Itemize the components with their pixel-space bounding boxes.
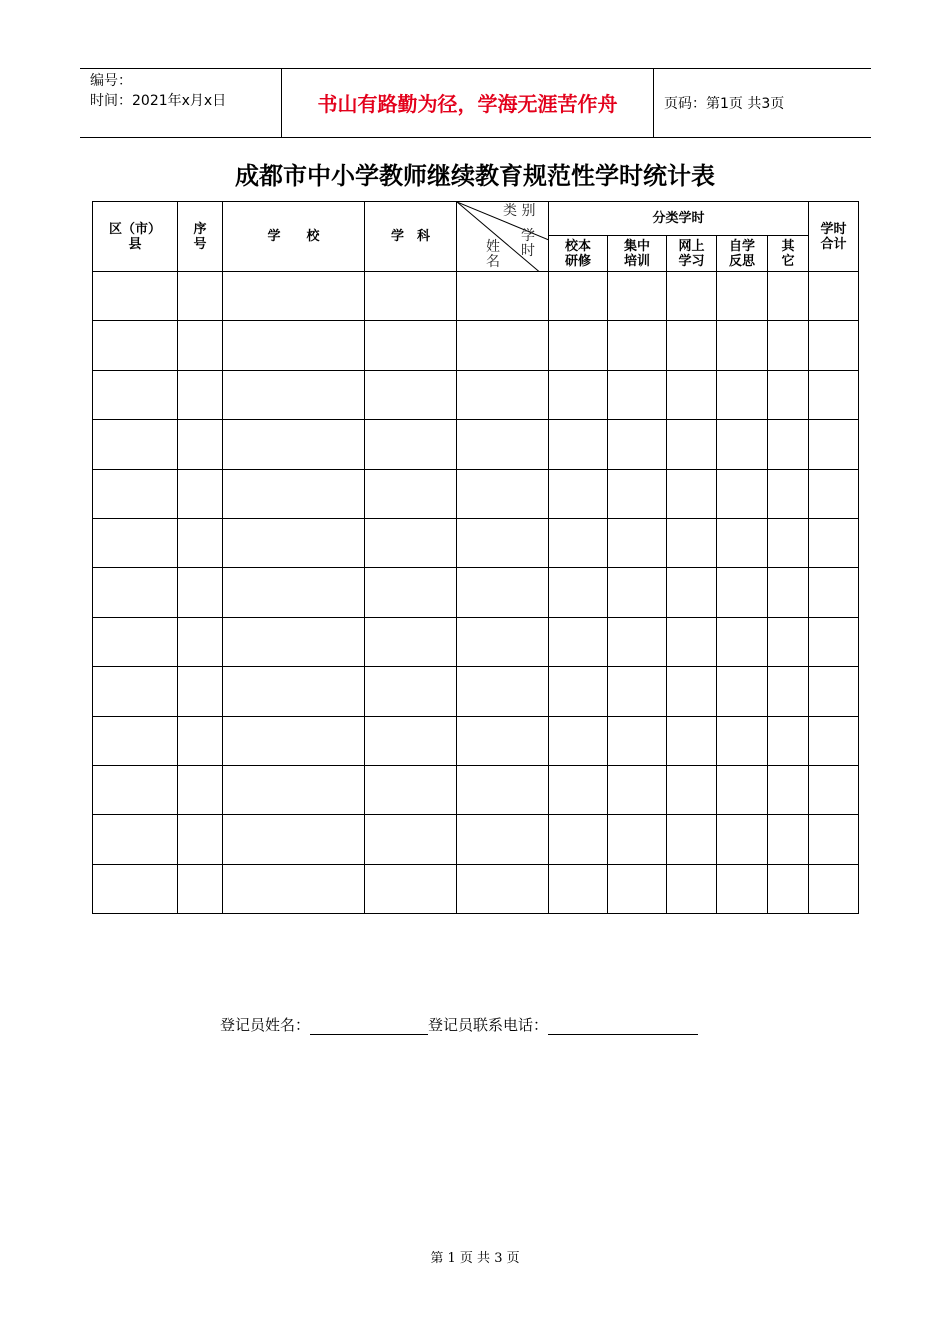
table-cell[interactable] (717, 272, 768, 321)
table-cell[interactable] (549, 864, 608, 913)
subheader-central-training: 集中培训 (608, 236, 667, 272)
table-cell[interactable] (457, 568, 549, 617)
table-cell[interactable] (809, 272, 859, 321)
table-cell[interactable] (809, 370, 859, 419)
table-cell[interactable] (223, 272, 365, 321)
table-cell[interactable] (223, 420, 365, 469)
diag-label-hours: 学 时 (521, 228, 535, 259)
table-cell[interactable] (717, 864, 768, 913)
table-cell[interactable] (717, 568, 768, 617)
table-cell[interactable] (178, 617, 223, 666)
diagonal-header-cell (457, 202, 549, 272)
table-cell[interactable] (768, 321, 809, 370)
table-cell[interactable] (717, 765, 768, 814)
table-cell[interactable] (809, 815, 859, 864)
table-cell[interactable] (667, 667, 717, 716)
table-cell[interactable] (608, 617, 667, 666)
table-cell[interactable] (457, 815, 549, 864)
table-cell[interactable] (457, 420, 549, 469)
table-row (93, 370, 859, 419)
table-cell[interactable] (667, 765, 717, 814)
header-divider (653, 69, 654, 137)
table-cell[interactable] (667, 617, 717, 666)
table-cell[interactable] (809, 321, 859, 370)
table-cell[interactable] (178, 864, 223, 913)
table-cell[interactable] (178, 568, 223, 617)
table-cell[interactable] (717, 617, 768, 666)
document-header (80, 68, 871, 138)
table-cell[interactable] (365, 568, 457, 617)
table-cell[interactable] (223, 617, 365, 666)
table-cell[interactable] (457, 321, 549, 370)
registrar-name-label: 登记员姓名： (220, 1016, 311, 1034)
table-cell[interactable] (223, 815, 365, 864)
table-cell[interactable] (549, 370, 608, 419)
table-cell[interactable] (457, 667, 549, 716)
table-cell[interactable] (768, 370, 809, 419)
table-cell[interactable] (223, 864, 365, 913)
table-cell[interactable] (93, 617, 178, 666)
table-cell[interactable] (365, 815, 457, 864)
table-cell[interactable] (93, 568, 178, 617)
table-cell[interactable] (768, 518, 809, 567)
table-cell[interactable] (223, 765, 365, 814)
table-cell[interactable] (457, 864, 549, 913)
column-header-subject: 学 科 (365, 202, 457, 272)
time-label: 时间：2021年x月x日 (90, 93, 227, 109)
table-cell[interactable] (667, 864, 717, 913)
page-title: 成都市中小学教师继续教育规范性学时统计表 (235, 161, 715, 190)
table-cell[interactable] (365, 420, 457, 469)
diag-label-category: 类 别 (503, 203, 536, 219)
table-cell[interactable] (365, 518, 457, 567)
table-cell[interactable] (809, 667, 859, 716)
table-cell[interactable] (667, 321, 717, 370)
table-cell[interactable] (93, 469, 178, 518)
table-cell[interactable] (178, 370, 223, 419)
header-meta (90, 71, 280, 111)
table-cell[interactable] (809, 420, 859, 469)
table-cell[interactable] (717, 420, 768, 469)
table-cell[interactable] (608, 568, 667, 617)
subheader-self-reflection: 自学反思 (717, 236, 768, 272)
table-cell[interactable] (667, 272, 717, 321)
table-cell[interactable] (93, 272, 178, 321)
table-cell[interactable] (365, 716, 457, 765)
table-cell[interactable] (365, 765, 457, 814)
table-cell[interactable] (223, 716, 365, 765)
table-cell[interactable] (608, 420, 667, 469)
table-cell[interactable] (717, 815, 768, 864)
table-row (93, 617, 859, 666)
table-cell[interactable] (608, 667, 667, 716)
table-cell[interactable] (549, 568, 608, 617)
table-cell[interactable] (608, 272, 667, 321)
table-cell[interactable] (93, 321, 178, 370)
table-cell[interactable] (667, 469, 717, 518)
table-cell[interactable] (178, 469, 223, 518)
table-cell[interactable] (178, 420, 223, 469)
table-cell[interactable] (178, 272, 223, 321)
registrar-phone-field[interactable] (548, 1018, 698, 1035)
table-cell[interactable] (768, 716, 809, 765)
table-cell[interactable] (608, 815, 667, 864)
table-cell[interactable] (365, 272, 457, 321)
table-cell[interactable] (768, 568, 809, 617)
column-header-total: 学时合计 (809, 202, 859, 272)
table-cell[interactable] (365, 617, 457, 666)
registrar-name-field[interactable] (310, 1018, 428, 1035)
table-row (93, 518, 859, 567)
table-cell[interactable] (93, 716, 178, 765)
table-cell[interactable] (809, 469, 859, 518)
table-row (93, 765, 859, 814)
table-cell[interactable] (457, 370, 549, 419)
table-cell[interactable] (365, 667, 457, 716)
subheader-online-learning: 网上学习 (667, 236, 717, 272)
header-motto: 书山有路勤为径，学海无涯苦作舟 (317, 92, 618, 116)
table-row (93, 272, 859, 321)
table-cell[interactable] (667, 370, 717, 419)
column-header-school: 学 校 (223, 202, 365, 272)
table-cell[interactable] (549, 716, 608, 765)
table-cell[interactable] (549, 518, 608, 567)
table-cell[interactable] (768, 667, 809, 716)
table-cell[interactable] (93, 765, 178, 814)
table-cell[interactable] (768, 272, 809, 321)
subheader-school-based: 校本研修 (549, 236, 608, 272)
table-cell[interactable] (667, 716, 717, 765)
table-cell[interactable] (93, 667, 178, 716)
number-label: 编号： (90, 73, 132, 89)
table-cell[interactable] (93, 864, 178, 913)
table-cell[interactable] (608, 518, 667, 567)
table-cell[interactable] (178, 815, 223, 864)
table-cell[interactable] (608, 370, 667, 419)
table-cell[interactable] (457, 716, 549, 765)
table-row (93, 420, 859, 469)
table-cell[interactable] (223, 321, 365, 370)
table-cell[interactable] (549, 617, 608, 666)
table-row (93, 716, 859, 765)
table-cell[interactable] (717, 667, 768, 716)
table-row (93, 568, 859, 617)
table-cell[interactable] (809, 568, 859, 617)
table-cell[interactable] (717, 370, 768, 419)
subheader-other: 其它 (768, 236, 809, 272)
table-cell[interactable] (93, 815, 178, 864)
table-cell[interactable] (809, 617, 859, 666)
table-cell[interactable] (667, 518, 717, 567)
table-cell[interactable] (608, 469, 667, 518)
table-cell[interactable] (223, 469, 365, 518)
registrar-phone-label: 登记员联系电话： (428, 1016, 549, 1034)
table-cell[interactable] (178, 321, 223, 370)
table-cell[interactable] (549, 765, 608, 814)
table-cell[interactable] (365, 864, 457, 913)
table-cell[interactable] (457, 272, 549, 321)
table-cell[interactable] (809, 518, 859, 567)
table-row (93, 321, 859, 370)
table-cell[interactable] (365, 321, 457, 370)
table-cell[interactable] (608, 321, 667, 370)
registrar-info (220, 1014, 698, 1035)
table-cell[interactable] (93, 420, 178, 469)
table-cell[interactable] (549, 815, 608, 864)
column-header-seq: 序号 (178, 202, 223, 272)
table-cell[interactable] (178, 518, 223, 567)
table-cell[interactable] (768, 469, 809, 518)
group-header-category-hours: 分类学时 (549, 202, 809, 236)
table-cell[interactable] (178, 716, 223, 765)
table-cell[interactable] (223, 370, 365, 419)
table-cell[interactable] (457, 765, 549, 814)
table-cell[interactable] (768, 765, 809, 814)
table-cell[interactable] (93, 518, 178, 567)
statistics-table (92, 201, 859, 914)
diag-label-name: 姓 名 (486, 239, 514, 270)
table-cell[interactable] (223, 667, 365, 716)
table-row (93, 864, 859, 913)
table-cell[interactable] (717, 518, 768, 567)
table-cell[interactable] (223, 568, 365, 617)
table-cell[interactable] (768, 815, 809, 864)
table-cell[interactable] (457, 469, 549, 518)
table-cell[interactable] (667, 815, 717, 864)
table-row (93, 469, 859, 518)
table-cell[interactable] (768, 617, 809, 666)
table-cell[interactable] (178, 765, 223, 814)
table-cell[interactable] (717, 321, 768, 370)
table-cell[interactable] (549, 420, 608, 469)
table-cell[interactable] (365, 370, 457, 419)
table-cell[interactable] (608, 765, 667, 814)
header-page-number: 页码：第1页 共3页 (664, 96, 785, 112)
table-cell[interactable] (608, 716, 667, 765)
page-footer: 第 1 页 共 3 页 (430, 1251, 520, 1266)
table-cell[interactable] (93, 370, 178, 419)
table-cell[interactable] (717, 469, 768, 518)
table-cell[interactable] (809, 716, 859, 765)
table-cell[interactable] (768, 420, 809, 469)
table-cell[interactable] (717, 716, 768, 765)
table-cell[interactable] (809, 864, 859, 913)
table-cell[interactable] (178, 667, 223, 716)
column-header-district: 区（市）县 (93, 202, 178, 272)
table-cell[interactable] (667, 420, 717, 469)
table-row (93, 815, 859, 864)
table-cell[interactable] (549, 321, 608, 370)
table-cell[interactable] (223, 518, 365, 567)
table-cell[interactable] (365, 469, 457, 518)
table-cell[interactable] (809, 765, 859, 814)
table-cell[interactable] (667, 568, 717, 617)
table-cell[interactable] (457, 617, 549, 666)
table-cell[interactable] (549, 469, 608, 518)
table-cell[interactable] (549, 667, 608, 716)
table-cell[interactable] (549, 272, 608, 321)
table-cell[interactable] (608, 864, 667, 913)
table-cell[interactable] (457, 518, 549, 567)
table-row (93, 667, 859, 716)
table-cell[interactable] (768, 864, 809, 913)
